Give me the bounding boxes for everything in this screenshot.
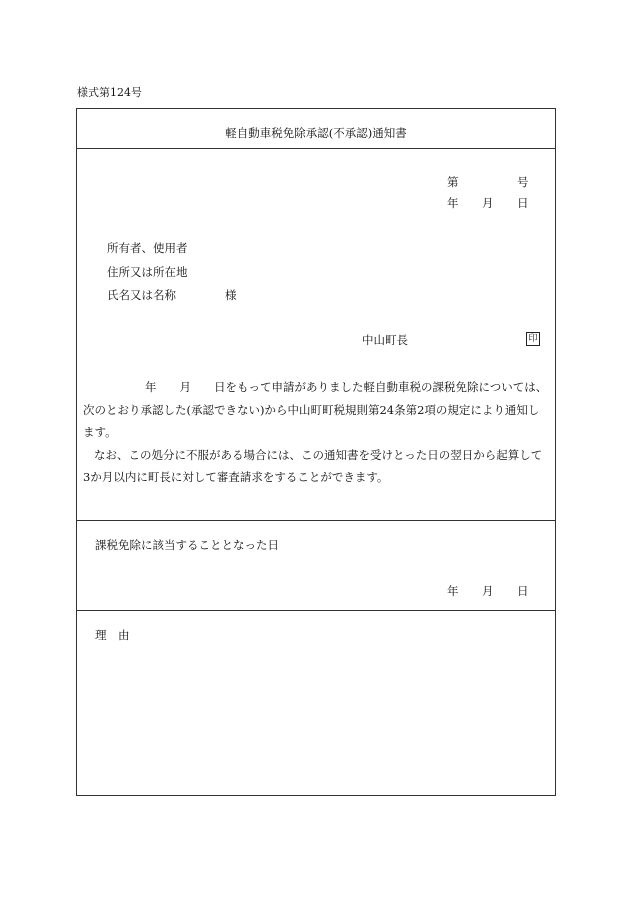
body-line-2: 次のとおり承認した(承認できない)から中山町町税規則第24条第2項の規定により通知し xyxy=(83,402,540,417)
body-line-3: ます。 xyxy=(83,425,117,439)
exemption-date-year: 年 xyxy=(447,584,459,598)
issue-date-year: 年 xyxy=(447,196,459,210)
divider-title xyxy=(77,148,555,149)
notice-body xyxy=(83,376,551,489)
exemption-date-month: 月 xyxy=(482,584,494,598)
body-line-5: 3か月以内に町長に対して審査請求をすることができます。 xyxy=(83,470,389,484)
body-line-1 xyxy=(83,376,551,399)
exemption-date-day: 日 xyxy=(517,584,529,598)
issue-date-month: 月 xyxy=(482,196,494,210)
body-line-4: なお、この処分に不服がある場合には、この通知書を受けとった日の翌日から起算して xyxy=(94,447,543,462)
doc-no-suffix: 号 xyxy=(517,175,529,189)
divider-body xyxy=(77,520,555,521)
doc-no-prefix: 第 xyxy=(447,175,459,189)
body-month: 月 xyxy=(179,380,191,394)
address-label: 住所又は所在地 xyxy=(107,265,188,279)
issue-date-day: 日 xyxy=(517,196,529,210)
notice-form-frame xyxy=(76,108,556,796)
exemption-date-label: 課税免除に該当することとなった日 xyxy=(95,538,279,552)
recipient-heading: 所有者、使用者 xyxy=(107,241,188,255)
body-rest: 日をもって申請がありました軽自動車税の課税免除については、 xyxy=(214,380,548,394)
divider-exemption xyxy=(77,610,555,611)
form-number: 様式第124号 xyxy=(77,86,142,99)
seal-mark: 印 xyxy=(526,332,540,346)
honorific-sama: 様 xyxy=(225,288,237,302)
form-title: 軽自動車税免除承認(不承認)通知書 xyxy=(225,126,407,140)
issuer-name: 中山町長 xyxy=(362,333,408,347)
name-label: 氏名又は名称 xyxy=(107,288,176,302)
body-year: 年 xyxy=(145,380,157,394)
reason-label: 理 由 xyxy=(95,628,130,642)
